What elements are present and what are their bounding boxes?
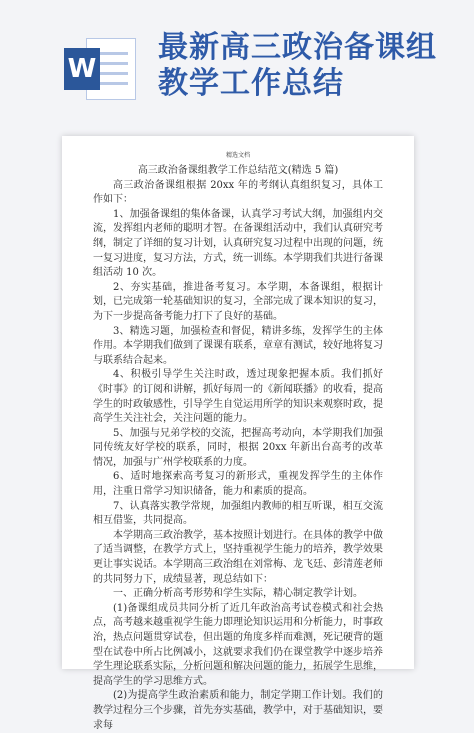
paragraph: (1)备课组成员共同分析了近几年政治高考试卷模式和社会热点，高考越来越重视学生能力即理论知识运用和分析能力，时事政治，热点问题贯穿试卷，但出题的角度多样而难测，死记硬背的题型在试卷中所占比例减小，这就要求我们仍在课堂教学中逐步培养学生理论联系实际，分析问题和解决问题的能力，拓展学生思维，提高学生的学习思维方式。 xyxy=(93,602,383,687)
document-label: 精选文档 xyxy=(225,152,250,159)
paragraph: 3、精选习题，加强检查和督促，精讲多练，发挥学生的主体作用。本学期我们做到了课课有联系，章章有测试，较好地将复习与联系结合起来。 xyxy=(93,325,383,366)
paragraph: 一、正确分析高考形势和学生实际，精心制定教学计划。 xyxy=(113,588,363,600)
paragraph: 2、夯实基础，推进备考复习。本学期，本备课组，根据计划，已完成第一轮基础知识的复习，全部完成了课本知识的复习，为下一步提高备考能力打下了良好的基础。 xyxy=(93,281,383,322)
paragraph: (2)为提高学生政治素质和能力，制定学期工作计划。我们的教学过程分三个步骤，首先夯实基础，教学中，对于基础知识，要求每 xyxy=(93,690,383,731)
paragraph: 本学期高三政治教学，基本按照计划进行。在具体的教学中做了适当调整，在教学方式上，坚持重视学生能力的培养，教学效果更让事实说话。本学期高三政治组在刘常梅、龙飞廷、彭清莲老师的共同努力下，成绩显著，现总结如下： xyxy=(93,529,383,585)
word-document-icon xyxy=(64,38,138,100)
paragraph: 高三政治备课组根据 20xx 年的考纲认真组织复习，具体工作如下： xyxy=(93,179,383,206)
paragraph: 7、认真落实教学常规，加强组内教师的相互听课，相互交流相互借鉴，共同提高。 xyxy=(93,500,383,527)
page-title: 最新高三政治备课组教学工作总结 xyxy=(158,30,437,101)
header-banner xyxy=(0,0,474,125)
document-title: 高三政治备课组教学工作总结范文(精选 5 篇) xyxy=(137,165,339,176)
paragraph: 4、积极引导学生关注时政，透过现象把握本质。我们抓好《时事》的订阅和讲解，抓好每周一的《新闻联播》的收看，提高学生的时政敏感性，引导学生自觉运用所学的知识来观察时政，提高学生关注社会，关注问题的能力。 xyxy=(93,369,383,425)
document-body xyxy=(93,164,383,733)
paragraph: 1、加强备课组的集体备课，认真学习考试大纲，加强组内交流，发挥组内老师的聪明才智。在备课组活动中，我们认真研究考纲，制定了详细的复习计划，认真研究复习过程中出现的问题，统一复习进度，复习方法，方式，统一训练。本学期我们共进行备课组活动 10 次。 xyxy=(93,208,383,279)
paragraph: 5、加强与兄弟学校的交流，把握高考动向，本学期我们加强同传统友好学校的联系，同时，根据 20xx 年新出台高考的改革情况，加强与广州学校联系的力度。 xyxy=(93,427,383,468)
document-preview xyxy=(62,136,414,731)
word-badge: W xyxy=(64,48,100,90)
paragraph: 6、适时地探索高考复习的新形式，重视发挥学生的主体作用，注重日常学习知识储备，能力和素质的提高。 xyxy=(93,471,383,498)
